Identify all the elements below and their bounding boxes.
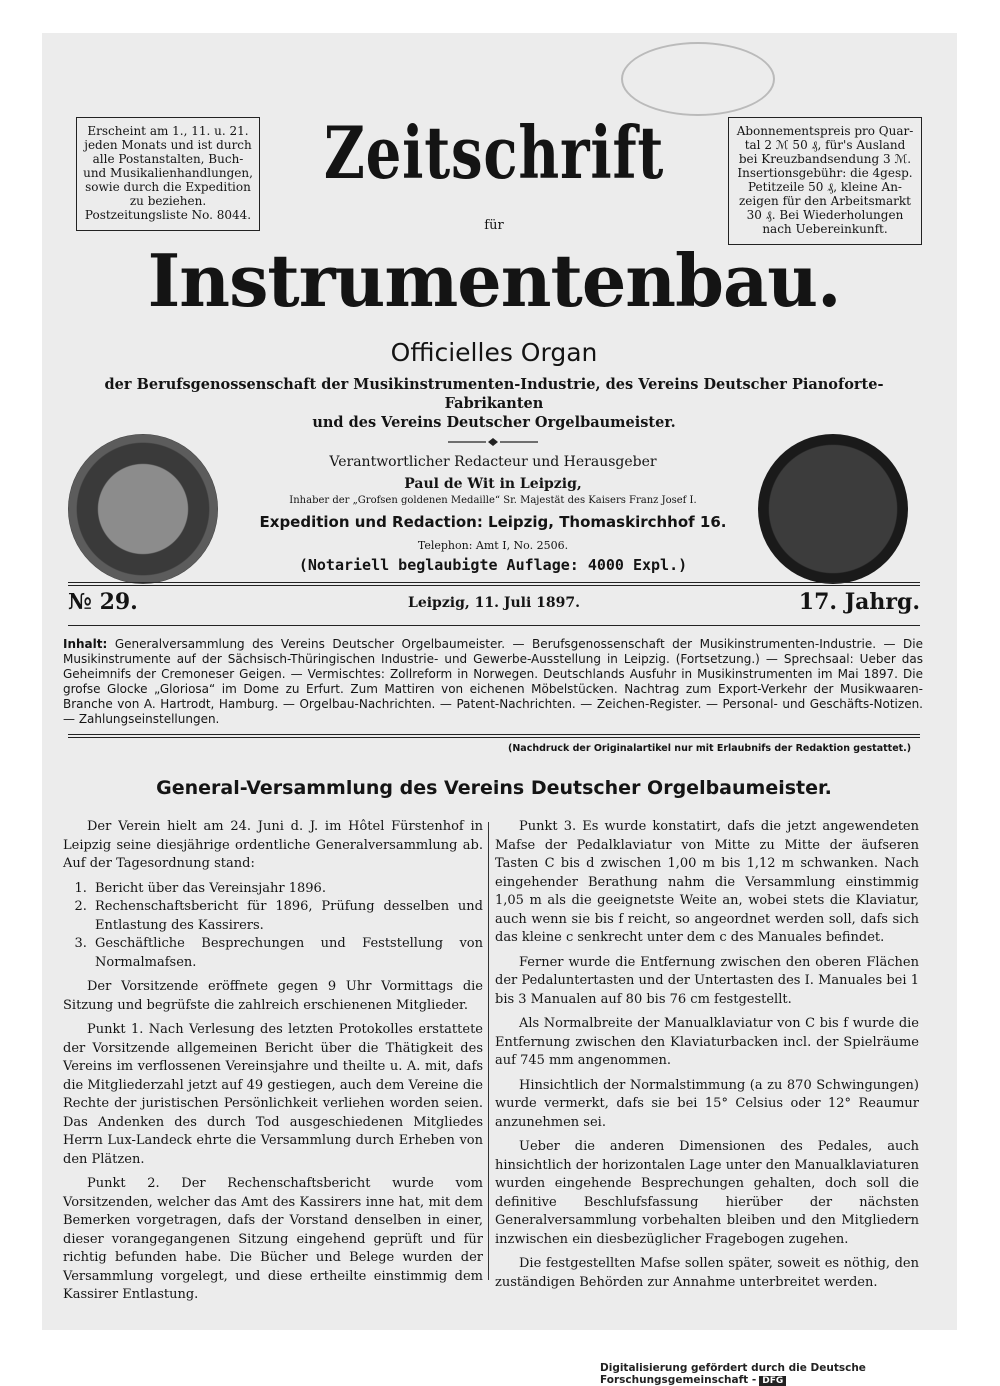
- rule-top: [68, 582, 920, 583]
- box-line: Petitzeile 50 ₰, kleine An-: [748, 180, 902, 194]
- paragraph: Ueber die anderen Dimensionen des Pedales, auch hinsichtlich der horizontalen Lage unter den Manualklaviaturen wurden eingehende Besprechungen gehalten, doch soll die definitive Beschlufsfassung hierüber der nächsten Generalversammlung vorbehalten bleiben und den Mitgliedern inzwischen ein diesbezüglicher Fragebogen zugehen.: [495, 1139, 919, 1247]
- paragraph: Die festgestellten Mafse sollen später, soweit es nöthig, den zuständigen Behörden zur Annahme unterbreitet werden.: [495, 1256, 919, 1290]
- paragraph: Der Verein hielt am 24. Juni d. J. im Hôtel Fürstenhof in Leipzig seine diesjährige ordentliche Generalversammlung ab. Auf der Tagesordnung stand:: [63, 819, 483, 871]
- contents-text: Generalversammlung des Vereins Deutscher Orgelbaumeister. — Berufsgenossenschaft der Musikinstrumenten-Industrie. — Die Musikinstrumente auf der Sächsisch-Thüringischen Industrie- und Gewerbe-Ausstellung in Leipzig. (Fortsetzung.) — Sprechsaal: Ueber das Geheimnifs der Cremoneser Geigen. — Vermischtes: Zollreform in Norwegen. Deutschlands Ausfuhr in Musikinstrumenten im Mai 1897. Die grofse Glocke „Gloriosa“ im Dome zu Erfurt. Zum Mattiren von eichenen Möbelstücken. Nachtrag zum Export-Verkehr der Musikwaaren-Branche von A. Hartrodt, Hamburg. — Orgelbau-Nachrichten. — Patent-Nachrichten. — Zeichen-Register. — Personal- und Geschäfts-Notizen. — Zahlungseinstellungen.: [63, 637, 923, 726]
- paragraph: Der Vorsitzende eröffnete gegen 9 Uhr Vormittags die Sitzung und begrüfste die zahlreich erschienenen Mitglieder.: [63, 979, 483, 1013]
- viribus-unitis-medal-image: [758, 434, 908, 584]
- redaction-medal-note: Inhaber der „Grofsen goldenen Medaille“ Sr. Majestät des Kaisers Franz Josef I.: [289, 495, 697, 506]
- paragraph: Hinsichtlich der Normalstimmung (a zu 870 Schwingungen) wurde vermerkt, dafs sie bei 15° Celsius oder 12° Reaumur anzunehmen sei.: [495, 1077, 919, 1130]
- box-line: Abonnementspreis pro Quar-: [736, 124, 914, 138]
- rule-contents: [68, 734, 920, 735]
- box-line: sowie durch die Expedition: [85, 180, 251, 194]
- box-line: 30 ₰. Bei Wiederholungen: [746, 208, 904, 222]
- redaction-line-1: Verantwortlicher Redacteur und Herausgeber: [329, 454, 657, 470]
- dfg-logo: DFG: [759, 1376, 786, 1386]
- paragraph: Punkt 3. Es wurde konstatirt, dafs die jetzt angewendeten Mafse der Pedalklaviatur von Mitte zu Mitte der äufseren Tasten C bis d zwischen 1,00 m bis 1,12 m schwanken. Nach eingehender Berathung nahm die Versammlung einstimmig 1,05 m als die geeignetste Weite an, wobei stets die Klaviatur, auch wenn sie bis f reicht, so angeordnet werden soll, dafs sich das kleine c senkrecht unter dem c des Manuales befindet.: [495, 819, 919, 945]
- agenda-item: 1. Bericht über das Vereinsjahr 1896.: [91, 880, 483, 899]
- issue-year: 17. Jahrg.: [798, 589, 920, 615]
- box-line: nach Uebereinkunft.: [762, 222, 888, 236]
- digitization-credit: [600, 1362, 1000, 1386]
- masthead-title-fuer: für: [484, 218, 504, 233]
- issue-line: [68, 589, 920, 617]
- box-line: Erscheint am 1., 11. u. 21.: [87, 124, 249, 138]
- box-line: zu beziehen.: [129, 194, 207, 208]
- table-of-contents: [63, 637, 923, 727]
- issue-date: Leipzig, 11. Juli 1897.: [407, 595, 581, 611]
- box-line: Postzeitungsliste No. 8044.: [84, 208, 252, 222]
- rule-top-double: [68, 585, 920, 586]
- box-line: tal 2 ℳ 50 ₰, für's Ausland: [744, 138, 906, 152]
- contents-label: Inhalt:: [63, 637, 108, 651]
- article-column-left: [63, 818, 483, 1311]
- credit-text: Digitalisierung gefördert durch die Deutsche Forschungsgemeinschaft -: [600, 1362, 866, 1386]
- redaction-address: Expedition und Redaction: Leipzig, Thomaskirchhof 16.: [259, 513, 727, 531]
- redaction-telephone: Telephon: Amt I, No. 2506.: [417, 539, 569, 552]
- column-divider: [488, 822, 489, 1280]
- masthead-subtitle: Officielles Organ: [390, 338, 598, 367]
- box-line: jeden Monats und ist durch: [84, 138, 252, 152]
- agenda-item: 2. Rechenschaftsbericht für 1896, Prüfung desselben und Entlastung des Kassirers.: [91, 898, 483, 935]
- agenda-item: 3. Geschäftliche Besprechungen und Feststellung von Normalmafsen.: [91, 935, 483, 972]
- masthead-title-line2: Instrumentenbau.: [147, 238, 841, 323]
- issue-number: № 29.: [68, 589, 138, 615]
- article-column-right: [495, 818, 919, 1298]
- emperor-medal-image: [68, 434, 218, 584]
- box-line: alle Postanstalten, Buch-: [92, 152, 244, 166]
- paragraph: Als Normalbreite der Manualklaviatur von C bis f wurde die Entfernung zwischen den Klaviaturbacken incl. der Spielräume auf 745 mm angenommen.: [495, 1016, 919, 1068]
- box-line: und Musikalienhandlungen,: [83, 166, 253, 180]
- reprint-notice: (Nachdruck der Originalartikel nur mit Erlaubnifs der Redaktion gestattet.): [508, 743, 912, 754]
- library-stamp: [621, 42, 775, 116]
- box-line: Insertionsgebühr: die 4gesp.: [737, 166, 913, 180]
- masthead-title-line1: Zeitschrift: [323, 110, 665, 195]
- organ-line: der Berufsgenossenschaft der Musikinstrumenten-Industrie, des Vereins Deutscher Pianoforte-Fabrikanten: [104, 376, 884, 412]
- organ-line: und des Vereins Deutscher Orgelbaumeister.: [312, 414, 676, 431]
- masthead-organ-description: [58, 375, 930, 432]
- box-line: bei Kreuzbandsendung 3 ℳ.: [738, 152, 912, 166]
- rule-contents-double: [68, 737, 920, 738]
- ornament-divider: [448, 438, 538, 446]
- rule-issue: [68, 625, 920, 626]
- paragraph: Punkt 2. Der Rechenschaftsbericht wurde vom Vorsitzenden, welcher das Amt des Kassirers inne hat, mit dem Bemerken vorgetragen, dafs der Vorstand denselben in einer, dieser vorangegangenen Sitzung eingehend geprüft und für richtig befunden habe. Die Bücher und Belege wurden der Versammlung vorgelegt, und diese ertheilte einstimmig dem Kassirer Entlastung.: [63, 1176, 483, 1302]
- agenda-list: [63, 880, 483, 973]
- redaction-editor: Paul de Wit in Leipzig,: [404, 476, 582, 492]
- article-headline: General-Versammlung des Vereins Deutscher Orgelbaumeister.: [156, 777, 832, 799]
- circulation-note: (Notariell beglaubigte Auflage: 4000 Expl.): [298, 556, 688, 574]
- paragraph: Punkt 1. Nach Verlesung des letzten Protokolles erstattete der Vorsitzende allgemeinen Bericht über die Thätigkeit des Vereins im verflossenen Vereinsjahre und theilte u. A. mit, dafs die Mitgliederzahl jetzt auf 49 gestiegen, auch dem Vereine die Rechte der juristischen Persönlichkeit verliehen worden seien. Das Andenken des durch Tod ausgeschiedenen Mitgliedes Herrn Lux-Landeck ehrte die Versammlung durch Erheben von den Plätzen.: [63, 1022, 483, 1167]
- paragraph: Ferner wurde die Entfernung zwischen den oberen Flächen der Pedaluntertasten und der Untertasten des I. Manuales bei 1 bis 3 Manualen auf 80 bis 76 cm festgestellt.: [495, 954, 919, 1007]
- box-line: zeigen für den Arbeitsmarkt: [738, 194, 911, 208]
